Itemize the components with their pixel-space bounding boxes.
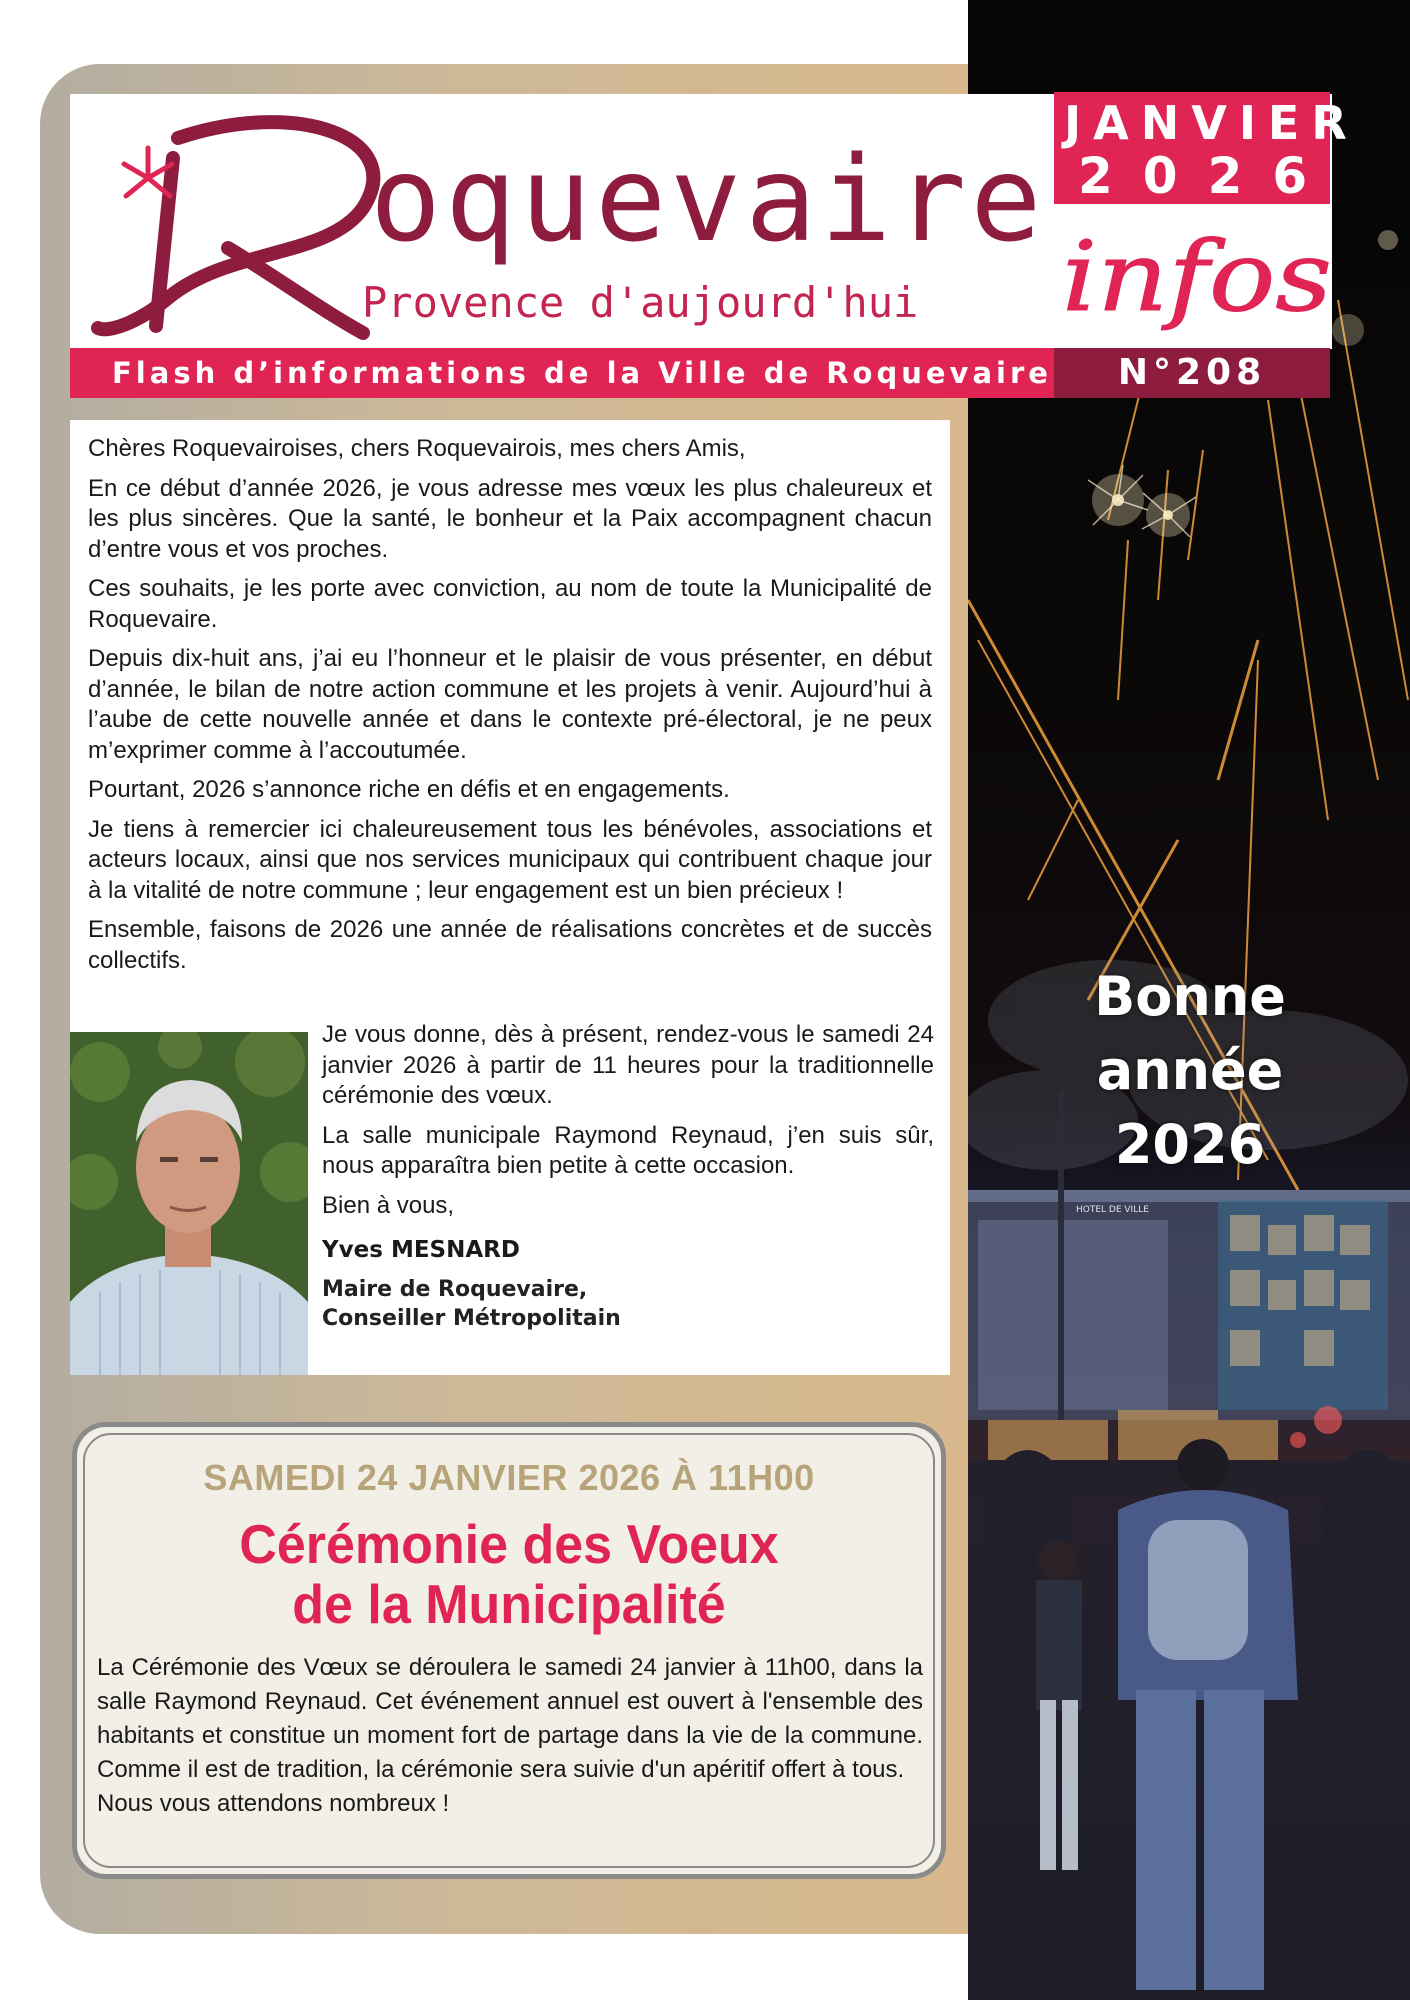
letter-paragraph: En ce début d’année 2026, je vous adresse mes vœux les plus chaleureux et les plus sincères. Que la santé, le bonheur et la Paix accompagnent chacun d’entre vous et vos proches. bbox=[88, 474, 932, 563]
letter-body bbox=[88, 434, 932, 985]
flash-banner: Flash d’informations de la Ville de Roquevaire bbox=[70, 348, 1054, 398]
mayor-portrait bbox=[70, 1032, 308, 1375]
event-description-text: La Cérémonie des Vœux se déroulera le samedi 24 janvier à 11h00, dans la salle Raymond Reynaud. Cet événement annuel est ouvert à l'ensemble des habitants et constitue un moment fort de partage dans la vie de la commune. Comme il est de tradition, la cérémonie sera suivie d'un apéritif offert à tous. bbox=[97, 1654, 923, 1783]
letter-closing bbox=[322, 1020, 934, 1333]
issue-number: N°208 bbox=[1054, 348, 1330, 398]
event-date: SAMEDI 24 JANVIER 2026 À 11H00 bbox=[203, 1457, 815, 1498]
letter-paragraph: Je tiens à remercier ici chaleureusement tous les bénévoles, associations et acteurs locaux, ainsi que nos services municipaux qui contribuent chaque jour à la vitalité de notre commune ; leur engagement est un bien précieux ! bbox=[88, 815, 932, 904]
infos-script bbox=[1050, 210, 1340, 340]
event-description bbox=[97, 1651, 923, 1821]
event-announcement bbox=[72, 1422, 946, 1879]
new-year-greeting bbox=[1050, 960, 1330, 1182]
mayor-letter bbox=[70, 420, 950, 1375]
letter-paragraph: Pourtant, 2026 s’annonce riche en défis et en engagements. bbox=[88, 776, 730, 803]
issue-month: JANVIER bbox=[1064, 96, 1359, 150]
mayor-portrait-illustration bbox=[70, 1032, 308, 1375]
event-description-text: Nous vous attendons nombreux ! bbox=[97, 1790, 450, 1817]
signature-role: Conseiller Métropolitain bbox=[322, 1305, 621, 1331]
issue-date-badge bbox=[1054, 92, 1359, 205]
event-title: Cérémonie des Voeux bbox=[239, 1514, 779, 1576]
greeting-line: 2026 bbox=[1114, 1113, 1266, 1176]
letter-paragraph: Ces souhaits, je les porte avec conviction, au nom de toute la Municipalité de Roquevaire. bbox=[88, 575, 932, 633]
letter-paragraph: Ensemble, faisons de 2026 une année de réalisations concrètes et de succès collectifs. bbox=[88, 916, 932, 974]
greeting-line: année bbox=[1096, 1039, 1284, 1102]
logo-tagline: Provence d'aujourd'hui bbox=[362, 278, 919, 327]
issue-year: 2026 bbox=[1078, 147, 1338, 205]
logo-wordmark: oquevaire bbox=[370, 130, 1046, 268]
event-title: de la Municipalité bbox=[292, 1574, 726, 1636]
signature-role: Maire de Roquevaire, bbox=[322, 1276, 588, 1302]
signature-name: Yves MESNARD bbox=[322, 1237, 520, 1263]
closing-paragraph: La salle municipale Raymond Reynaud, j’en suis sûr, nous apparaîtra bien petite à cette occasion. bbox=[322, 1121, 934, 1179]
letter-paragraph: Chères Roquevairoises, chers Roquevairois, mes chers Amis, bbox=[88, 435, 746, 462]
building-sign: HOTEL DE VILLE bbox=[1076, 1205, 1149, 1215]
infos-label: infos bbox=[1062, 221, 1332, 333]
greeting-line: Bonne bbox=[1094, 965, 1286, 1028]
closing-paragraph: Je vous donne, dès à présent, rendez-vous le samedi 24 janvier 2026 à partir de 11 heures pour la traditionnelle cérémonie des vœux. bbox=[322, 1021, 934, 1109]
letter-paragraph: Depuis dix-huit ans, j’ai eu l’honneur et le plaisir de vous présenter, en début d’année, le bilan de notre action commune et les projets à venir. Aujourd’hui à l’aube de cette nouvelle année et dans le contexte pré-électoral, je ne peux m’exprimer comme à l’accoutumée. bbox=[88, 645, 932, 764]
closing-paragraph: Bien à vous, bbox=[322, 1191, 455, 1219]
